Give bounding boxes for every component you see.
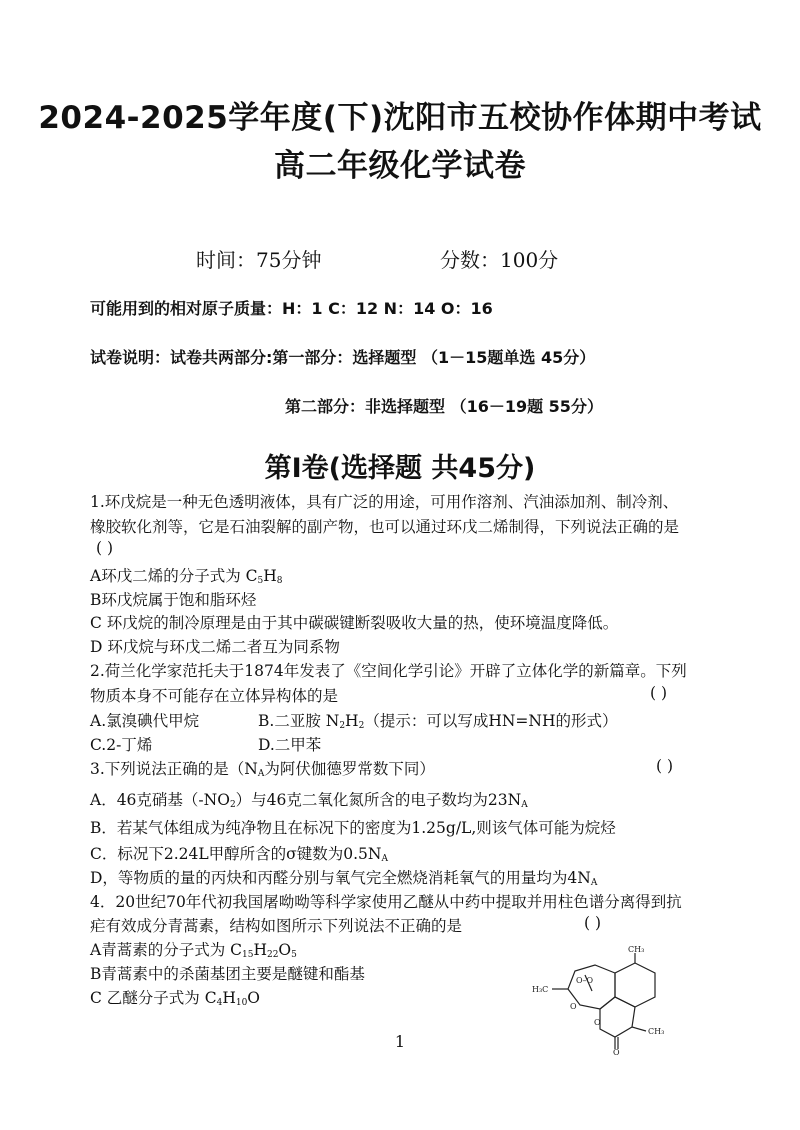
section-title: 第Ⅰ卷(选择题 共45分)	[264, 453, 536, 484]
q4-stem-line1: 4．20世纪70年代初我国屠呦呦等科学家使用乙醚从中药中提取并用柱色谱分离得到抗	[90, 893, 682, 911]
q4-option-c: C 乙醚分子式为 $C_4H_{10}O$	[90, 989, 261, 1008]
q3-answer-paren: ( )	[656, 757, 674, 775]
q3-option-b: B．若某气体组成为纯净物且在标况下的密度为1.25g/L,则该气体可能为烷烃	[90, 819, 616, 837]
q3-option-d: D，等物质的量的丙炔和丙醛分别与氧气完全燃烧消耗氧气的用量均为$4N_A$	[90, 869, 598, 888]
q1-option-c: C 环戊烷的制冷原理是由于其中碳碳键断裂吸收大量的热，使环境温度降低。	[90, 614, 619, 632]
q2-stem-line2: 物质本身不可能存在立体异构体的是	[90, 687, 339, 705]
label-ch3-right: CH₃	[648, 1027, 665, 1036]
label-o2: O	[594, 1018, 601, 1027]
methyl-right-bond	[632, 1027, 646, 1031]
exam-title: 2024-2025学年度(下)沈阳市五校协作体期中考试	[38, 100, 762, 136]
q4-option-a: A青蒿素的分子式为 $C_{15}H_{22}O_5$	[90, 941, 297, 960]
page-number: 1	[394, 1032, 406, 1051]
q2-option-d: D.二甲苯	[258, 736, 322, 754]
q1-stem-line1: 1.环戊烷是一种无色透明液体，具有广泛的用途，可用作溶剂、汽油添加剂、制冷剂、	[90, 493, 679, 511]
label-o1: O	[570, 1002, 577, 1011]
q4-option-b: B青蒿素中的杀菌基团主要是醚键和酯基	[90, 965, 365, 983]
q3-option-c: C．标况下2.24L甲醇所含的σ键数为$0.5N_A$	[90, 845, 388, 864]
q1-answer-paren: ( )	[96, 539, 114, 557]
label-ch3-top: CH₃	[628, 945, 645, 954]
atomic-mass-note: 可能用到的相对原子质量：H：1 C：12 N：14 O：16	[90, 299, 493, 318]
exam-explanation-part2: 第二部分：非选择题型 （16－19题 55分）	[285, 397, 603, 416]
q4-stem-line2: 疟有效成分青蒿素，结构如图所示下列说法不正确的是	[90, 917, 463, 935]
q1-stem-line2: 橡胶软化剂等，它是石油裂解的副产物，也可以通过环戊二烯制得，下列说法正确的是	[90, 518, 680, 536]
exam-time: 时间：75分钟	[196, 248, 322, 272]
q2-option-a: A.氯溴碘代甲烷	[90, 712, 200, 730]
q1-option-a: A环戊二烯的分子式为 $C_5H_8$	[90, 567, 283, 586]
label-o3: O	[613, 1048, 620, 1055]
q1-option-b: B环戊烷属于饱和脂环烃	[90, 591, 257, 609]
q3-option-a: A．46克硝基$(-NO_2)$与46克二氧化氮所含的电子数均为$23N_A$	[90, 791, 528, 810]
exam-subtitle: 高二年级化学试卷	[274, 148, 526, 184]
q1-option-d: D 环戊烷与环戊二烯二者互为同系物	[90, 638, 340, 656]
lactone-ring	[600, 997, 635, 1037]
label-h3c: H₃C	[532, 985, 549, 994]
exam-explanation-part1: 试卷说明：试卷共两部分:第一部分：选择题型 （1－15题单选 45分）	[90, 348, 596, 367]
q2-option-c: C.2-丁烯	[90, 736, 153, 754]
exam-score: 分数：100分	[440, 248, 559, 272]
q4-answer-paren: ( )	[584, 914, 602, 932]
q2-stem-line1: 2.荷兰化学家范托夫于1874年发表了《空间化学引论》开辟了立体化学的新篇章。下列	[90, 662, 687, 680]
q3-stem: 3.下列说法正确的是（$N_A$为阿伏伽德罗常数下同）	[90, 760, 435, 779]
q2-answer-paren: ( )	[650, 684, 668, 702]
label-oo: O–O	[576, 976, 594, 985]
q2-option-b: B.二亚胺 $N_2H_2$（提示：可以写成HN=NH的形式）	[258, 712, 618, 731]
